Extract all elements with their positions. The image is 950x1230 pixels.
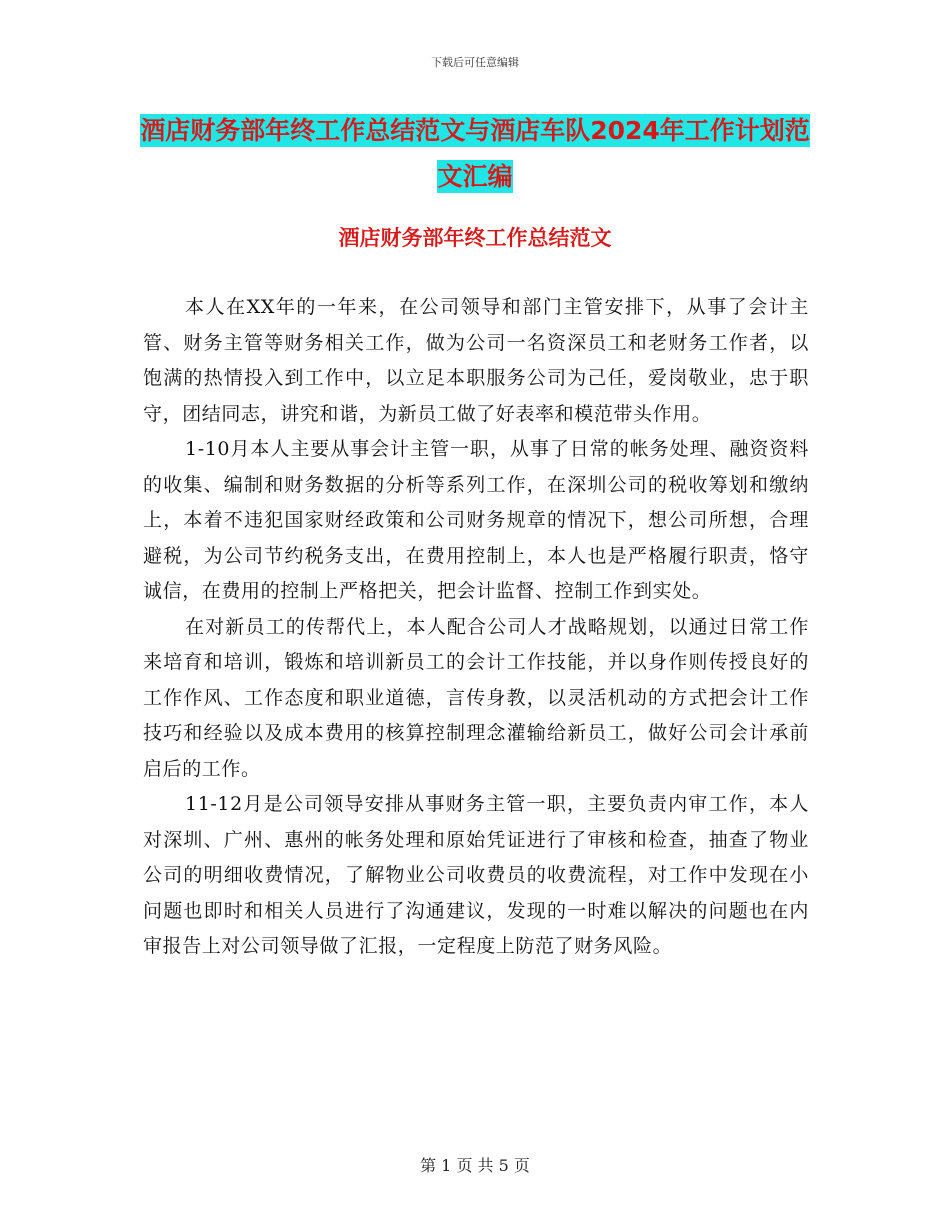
paragraph: 1-10月本人主要从事会计主管一职，从事了日常的帐务处理、融资资料的收集、编制和财务数据的分析等系列工作，在深圳公司的税收筹划和缴纳上，本着不违犯国家财经政策和公司财务规章的情况下，想公司所想，合理避税，为公司节约税务支出，在费用控制上，本人也是严格履行职责，恪守诚信，在费用的控制上严格把关，把会计监督、控制工作到实处。 <box>143 438 809 602</box>
document-title <box>140 108 810 200</box>
paragraph: 11-12月是公司领导安排从事财务主管一职，主要负责内审工作，本人对深圳、广州、惠州的帐务处理和原始凭证进行了审核和检查，抽查了物业公司的明细收费情况，了解物业公司收费员的收费流程，对工作中发现在小问题也即时和相关人员进行了沟通建议，发现的一时难以解决的问题也在内审报告上对公司领导做了汇报，一定程度上防范了财务风险。 <box>143 793 809 957</box>
header-note: 下载后可任意编辑 <box>431 56 519 69</box>
document-title-text: 酒店财务部年终工作总结范文与酒店车队2024年工作计划范文汇编 <box>140 116 810 191</box>
section-heading: 酒店财务部年终工作总结范文 <box>338 226 612 250</box>
page-footer: 第 1 页 共 5 页 <box>420 1156 530 1175</box>
document-body <box>143 290 809 965</box>
paragraph: 在对新员工的传帮代上，本人配合公司人才战略规划，以通过日常工作来培育和培训，锻炼和培训新员工的会计工作技能，并以身作则传授良好的工作作风、工作态度和职业道德，言传身教，以灵活机动的方式把会计工作技巧和经验以及成本费用的核算控制理念灌输给新员工，做好公司会计承前启后的工作。 <box>143 615 809 780</box>
paragraph: 本人在XX年的一年来，在公司领导和部门主管安排下，从事了会计主管、财务主管等财务相关工作，做为公司一名资深员工和老财务工作者，以饱满的热情投入到工作中，以立足本职服务公司为己任，爱岗敬业，忠于职守，团结同志，讲究和谐，为新员工做了好表率和模范带头作用。 <box>143 296 809 425</box>
